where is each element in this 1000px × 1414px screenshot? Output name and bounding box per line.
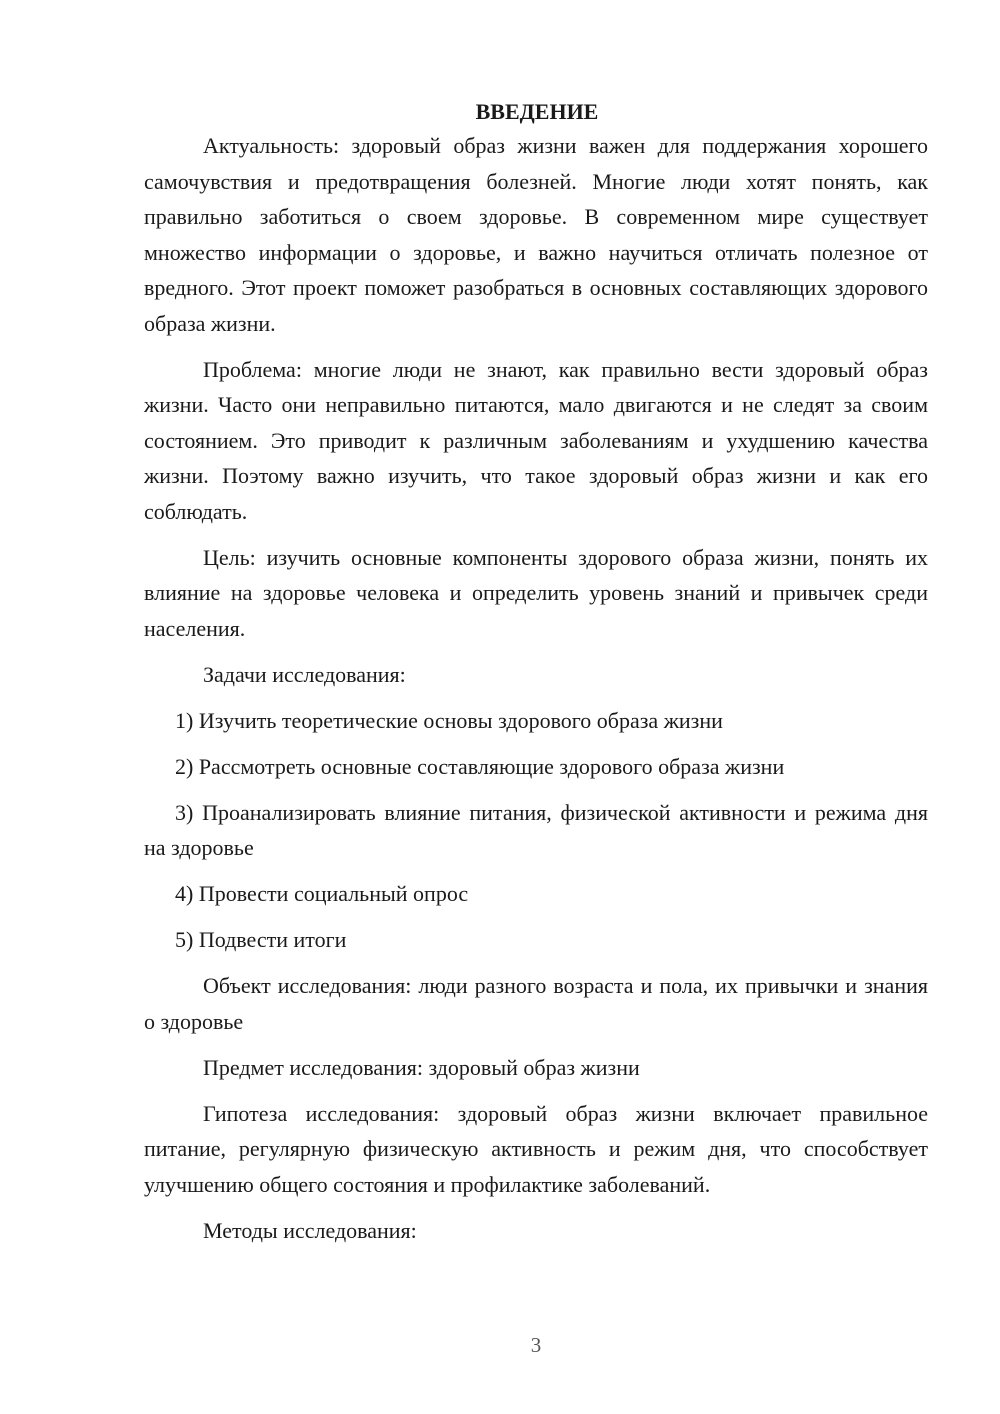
tasks-heading: Задачи исследования: (203, 661, 406, 687)
task-item-2: 2) Рассмотреть основные составляющие здорового образа жизни (175, 753, 785, 779)
goal-paragraph: Цель: изучить основные компоненты здорового образа жизни, понять их влияние на здоровье человека и определить уровень знаний и привычек среди населения. (144, 544, 928, 641)
subject-paragraph: Предмет исследования: здоровый образ жизни (203, 1054, 640, 1080)
page-number: 3 (530, 1333, 542, 1357)
section-title: ВВЕДЕНИЕ (475, 99, 599, 124)
hypothesis-paragraph: Гипотеза исследования: здоровый образ жизни включает правильное питание, регулярную физическую активность и режим дня, что способствует улучшению общего состояния и профилактике заболеваний. (144, 1100, 928, 1197)
object-paragraph: Объект исследования: люди разного возраста и пола, их привычки и знания о здоровье (144, 973, 928, 1034)
task-item-4: 4) Провести социальный опрос (175, 881, 469, 906)
task-item-1: 1) Изучить теоретические основы здорового образа жизни (175, 707, 723, 733)
task-item-3: 3) Проанализировать влияние питания, физической активности и режима дня на здоровье (144, 799, 928, 860)
relevance-paragraph: Актуальность: здоровый образ жизни важен для поддержания хорошего самочувствия и предотвращения болезней. Многие люди хотят понять, как правильно заботиться о своем здоровье. В современном мире существует множество информации о здоровье, и важно научиться отличать полезное от вредного. Этот проект поможет разобраться в основных составляющих здорового образа жизни. (144, 133, 928, 336)
document-body (144, 94, 928, 1259)
problem-paragraph: Проблема: многие люди не знают, как правильно вести здоровый образ жизни. Часто они неправильно питаются, мало двигаются и не следят за своим состоянием. Это приводит к различным заболеваниям и ухудшению качества жизни. Поэтому важно изучить, что такое здоровый образ жизни и как его соблюдать. (144, 356, 928, 524)
task-item-5: 5) Подвести итоги (175, 927, 347, 952)
methods-heading: Методы исследования: (203, 1217, 417, 1243)
